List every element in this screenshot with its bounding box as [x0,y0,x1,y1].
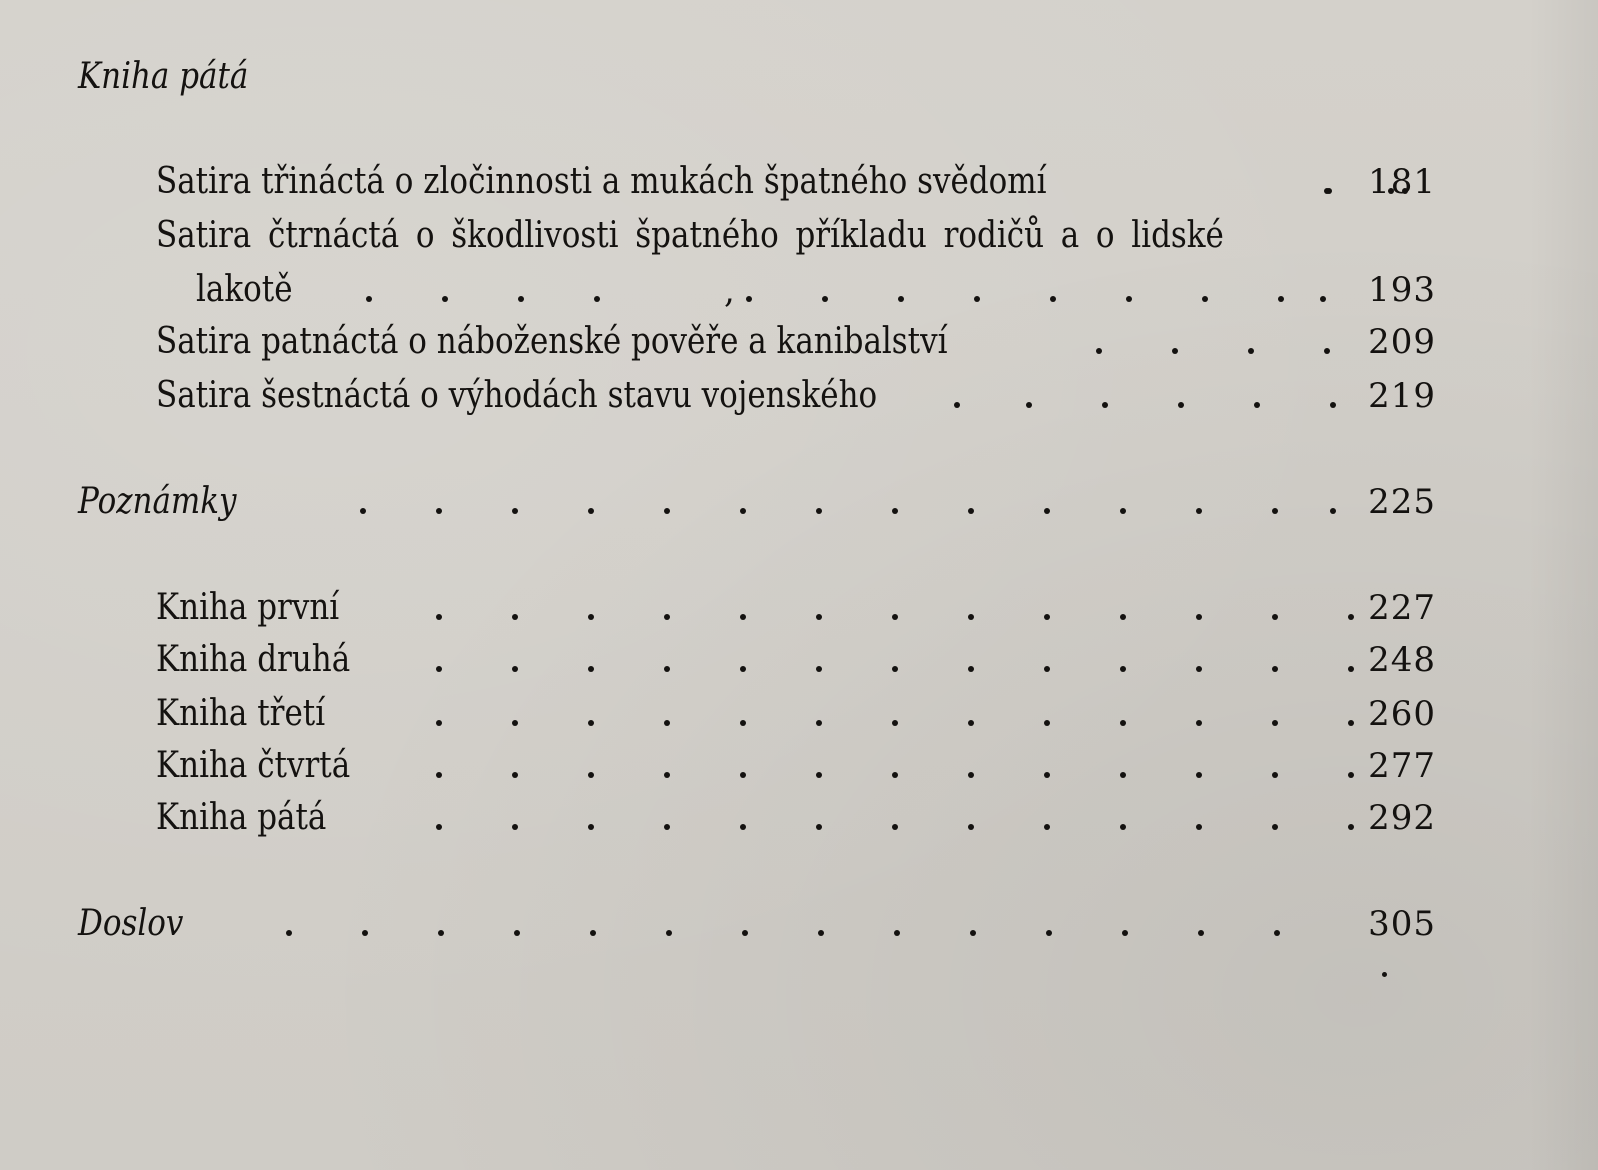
toc-entry-label: Kniha druhá [156,639,351,680]
toc-entry-page: 292 [1368,798,1436,838]
toc-entry-page: 219 [1368,376,1436,416]
toc-entry-label: Kniha první [156,587,340,628]
dot-leader [1096,348,1336,354]
toc-entry-page: 193 [1368,270,1436,310]
toc-entry [156,584,1436,632]
dot-leader [436,720,1356,726]
toc-entry [156,636,1436,684]
toc-entry [156,212,1436,260]
dot-leader [366,296,1326,302]
toc-entry-page: 260 [1368,694,1436,734]
toc-entry-page: 181 [1368,162,1436,202]
dot-leader [436,824,1356,830]
toc-entry [156,742,1436,790]
toc-entry-page: 248 [1368,640,1436,680]
section-heading-book5: Kniha pátá [78,56,249,97]
toc-entry-label: Satira čtrnáctá o škodlivosti špatného příkladu rodičů a o lidské [156,215,1224,256]
toc-entry-page: 209 [1368,322,1436,362]
toc-entry-label: Kniha třetí [156,693,326,734]
dot-leader [436,666,1356,672]
toc-entry-label: Kniha pátá [156,797,327,838]
stray-comma: , [724,271,735,311]
toc-heading-label: Poznámky [78,481,237,522]
toc-entry-label-continuation: lakotě [196,269,293,310]
stray-dot [1382,972,1387,977]
toc-entry-label: Kniha čtvrtá [156,745,351,786]
toc-heading-notes [78,478,1436,526]
dot-leader [436,772,1356,778]
toc-heading-page: 305 [1368,904,1436,944]
dot-leader [360,508,1340,514]
toc-entry-label: Satira šestnáctá o výhodách stavu vojenského [156,375,878,416]
dot-leader [436,614,1356,620]
toc-entry-label: Satira patnáctá o náboženské pověře a kanibalství [156,321,948,362]
toc-entry [156,372,1436,420]
toc-entry [156,158,1436,206]
toc-entry-continuation [196,266,1436,314]
page-edge-shadow [1528,0,1598,1170]
toc-entry-page: 227 [1368,588,1436,628]
toc-entry [156,794,1436,842]
toc-heading-afterword [78,900,1436,948]
dot-leader [286,930,1306,936]
toc-entry [156,690,1436,738]
toc-entry [156,318,1436,366]
dot-leader [954,402,1374,408]
toc-heading-page: 225 [1368,482,1436,522]
toc-entry-page: 277 [1368,746,1436,786]
toc-heading-label: Doslov [78,903,184,944]
toc-entry-label: Satira třináctá o zločinnosti a mukách špatného svědomí [156,161,1047,202]
